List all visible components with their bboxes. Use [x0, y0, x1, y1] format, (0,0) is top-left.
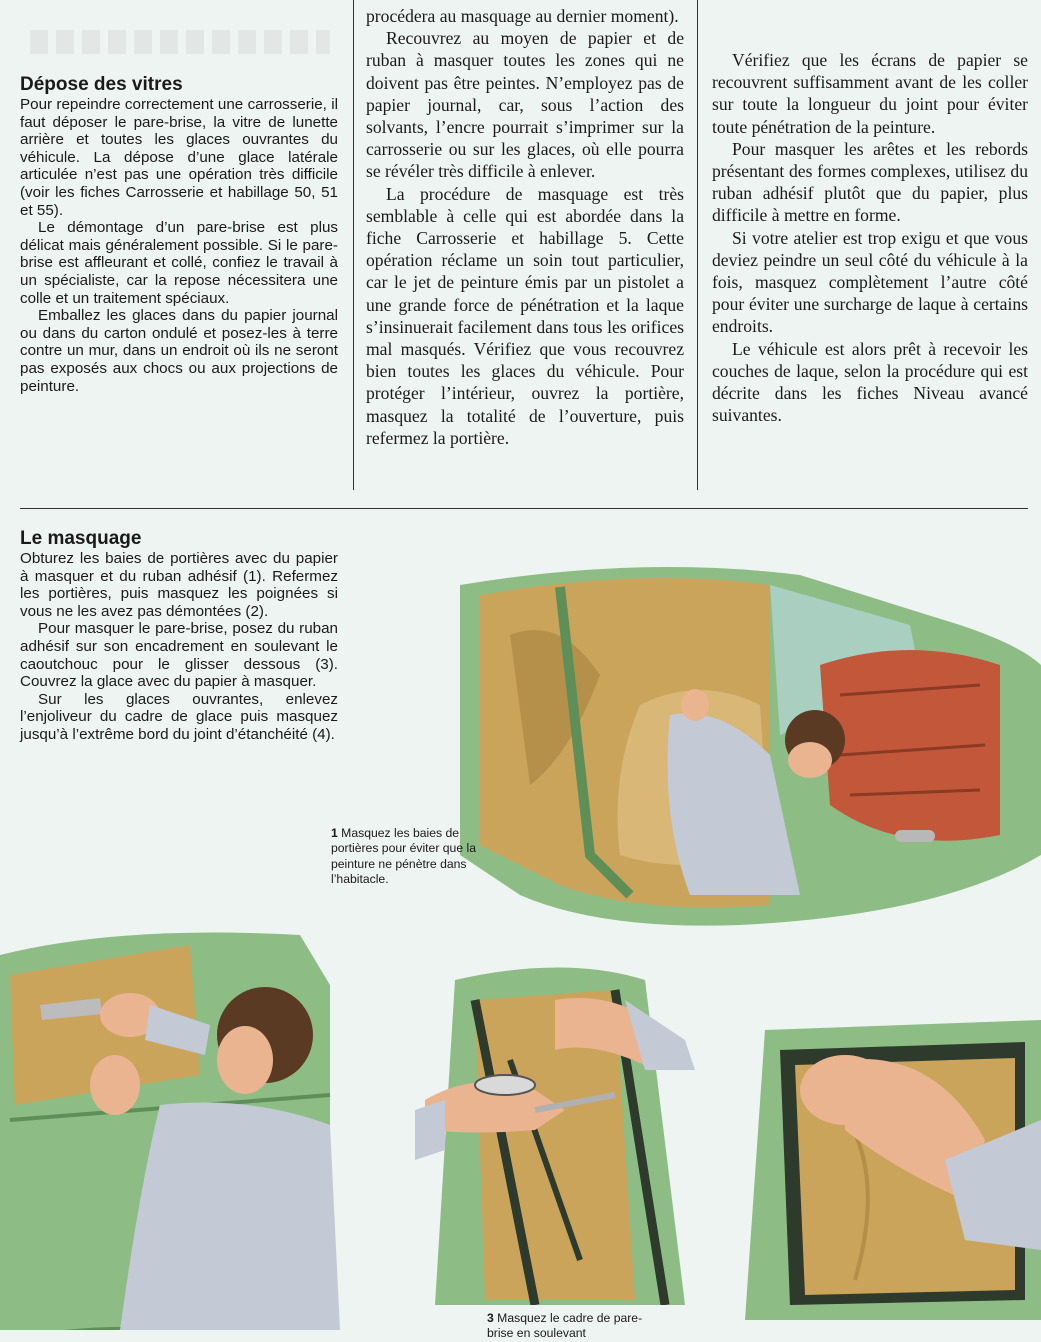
illustration-masking-window-frame: [735, 1020, 1041, 1320]
heading-depose-des-vitres: Dépose des vitres: [20, 74, 183, 95]
paragraph: Si votre atelier est trop exigu et que vous deviez peindre un seul côté du véhicule à la fois, masquez complètement l’autre côté pour éviter une surcharge de laque à certains endroits.: [712, 227, 1028, 337]
heading-le-masquage: Le masquage: [20, 528, 142, 549]
paragraph: Vérifiez que les écrans de papier se recouvrent suffisamment avant de les coller sur toute la longueur du joint pour éviter toute pénétration de la peinture.: [712, 50, 1028, 137]
paragraph: Emballez les glaces dans du papier journal ou dans du carton ondulé et posez-les à terre contre un mur, dans un endroit où ils ne seront pas exposés aux chocs ou aux projections de peinture.: [20, 307, 338, 395]
caption-figure-3: [487, 1311, 652, 1342]
paragraph: Obturez les baies de portières avec du papier à masquer et du ruban adhésif (1). Refermez les portières, puis masquez les poignées si vous ne les avez pas démontées (2).: [20, 550, 338, 620]
column-3: [712, 49, 1028, 426]
faded-header-mark: [30, 30, 330, 54]
caption-figure-1: [331, 826, 496, 888]
paragraph: Le démontage d’un pare-brise est plus délicat mais généralement possible. Si le pare-brise est affleurant et collé, confiez le travail à un spécialiste, car la repose nécessitera une colle et un traitement spéciaux.: [20, 219, 338, 307]
column-2: [366, 5, 684, 449]
caption-text: Masquez le cadre de pare-brise en soulevant: [487, 1311, 643, 1341]
paragraph: Pour repeindre correctement une carrosserie, il faut déposer le pare-brise, la vitre de lunette arrière et toutes les glaces ouvrantes du véhicule. La dépose d’une glace latérale articulée n’est pas une opération très difficile (voir les fiches Carrosserie et habillage 50, 51 et 55).: [20, 96, 338, 219]
column-divider: [353, 0, 354, 490]
caption-number: 3: [487, 1311, 494, 1325]
column-divider: [697, 0, 698, 490]
caption-number: 1: [331, 826, 338, 840]
illustration-masking-windscreen-frame: [415, 960, 700, 1305]
paragraph: Le véhicule est alors prêt à recevoir les couches de laque, selon la procédure qui est décrite dans les fiches Niveau avancé suivantes.: [712, 338, 1028, 426]
caption-text: Masquez les baies de portières pour éviter que la peinture ne pénètre dans l’habitacle.: [331, 826, 476, 887]
paragraph: Pour masquer le pare-brise, posez du ruban adhésif sur son encadrement en soulevant le caoutchouc pour le glisser dessous (3). Couvrez la glace avec du papier à masquer.: [20, 620, 338, 691]
paragraph: procédera au masquage au dernier moment).: [366, 6, 679, 26]
paragraph: Sur les glaces ouvrantes, enlevez l’enjoliveur du cadre de glace puis masquez jusqu’à l’extrême bord du joint d’étanchéité (4).: [20, 690, 338, 743]
section-divider: [20, 508, 1028, 509]
illustration-masking-door-handle: [0, 925, 360, 1330]
column-1: [20, 74, 338, 395]
paragraph: Pour masquer les arêtes et les rebords présentant des formes complexes, utilisez du ruban adhésif plutôt que du papier, plus difficile à mettre en forme.: [712, 138, 1028, 226]
paragraph: La procédure de masquage est très semblable à celle qui est abordée dans la fiche Carrosserie et habillage 5. Cette opération réclame un soin tout particulier, car le jet de peinture émis par un pistolet a une grande force de pénétration et la laque s’insinuerait facilement dans tous les orifices mal masqués. Vérifiez que vous recouvrez bien toutes les glaces du véhicule. Pour protéger l’intérieur, ouvrez la portière, masquez la totalité de l’ouverture, puis refermez la portière.: [366, 183, 684, 448]
paragraph: Recouvrez au moyen de papier et de ruban à masquer toutes les zones qui ne doivent pas être peintes. N’employez pas de papier journal, car, sous l’action des solvants, l’encre pourrait s’imprimer sur la carrosserie ou sur les glaces, où elle pourra se révéler très difficile à enlever.: [366, 28, 684, 182]
section-masquage: [20, 528, 338, 744]
illustration-masking-door-opening: [440, 555, 1041, 935]
